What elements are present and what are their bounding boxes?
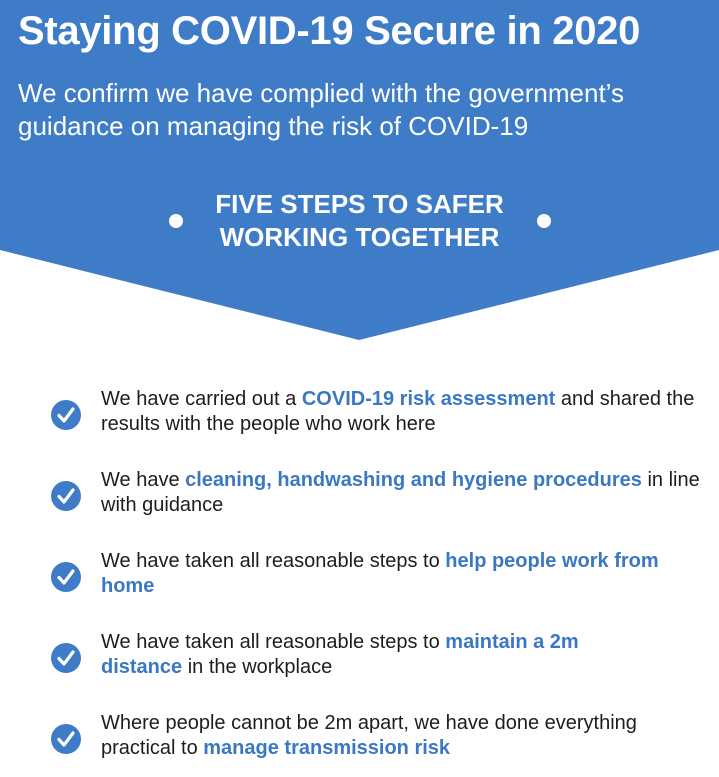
bullet-dot-left — [169, 214, 183, 228]
step-text-post: in line with guidance — [101, 469, 700, 516]
steps-heading-line-1: FIVE STEPS TO SAFER — [215, 189, 504, 219]
check-circle-icon — [50, 642, 82, 674]
check-circle-icon — [50, 723, 82, 755]
step-text-pre: We have — [101, 469, 186, 491]
list-item — [0, 387, 719, 447]
step-text-post: and shared the results with the people who work here — [101, 388, 695, 435]
step-text — [101, 387, 701, 437]
list-item — [0, 711, 719, 771]
steps-heading-line-2: WORKING TOGETHER — [219, 222, 500, 252]
header-banner — [0, 0, 719, 342]
steps-heading — [160, 186, 559, 256]
bullet-dot-right — [537, 214, 551, 228]
list-item — [0, 630, 719, 690]
page-title: Staying COVID-19 Secure in 2020 — [18, 9, 641, 53]
step-highlight: cleaning, handwashing and hygiene procedures — [185, 469, 642, 491]
step-text-pre: We have taken all reasonable steps to — [101, 550, 446, 572]
step-highlight: help people work from home — [101, 550, 659, 597]
list-item — [0, 549, 719, 609]
check-circle-icon — [50, 399, 82, 431]
step-text-pre: Where people cannot be 2m apart, we have done everything practical to — [101, 712, 637, 759]
step-highlight: manage transmission risk — [203, 737, 451, 759]
step-text-pre: We have taken all reasonable steps to — [101, 631, 446, 653]
step-highlight: maintain a 2m distance — [101, 631, 579, 678]
check-circle-icon — [50, 480, 82, 512]
step-text — [101, 549, 661, 599]
step-text — [101, 711, 691, 761]
step-text-pre: We have carried out a — [101, 388, 302, 410]
step-highlight: COVID-19 risk assessment — [301, 388, 556, 410]
check-circle-icon — [50, 561, 82, 593]
steps-heading-text — [195, 188, 525, 254]
list-item — [0, 468, 719, 528]
step-text — [101, 630, 631, 680]
step-text-post: in the workplace — [182, 656, 333, 678]
page-subtitle: We confirm we have complied with the government’s guidance on managing the risk of COVID-19 — [18, 78, 624, 141]
step-text — [101, 468, 701, 518]
